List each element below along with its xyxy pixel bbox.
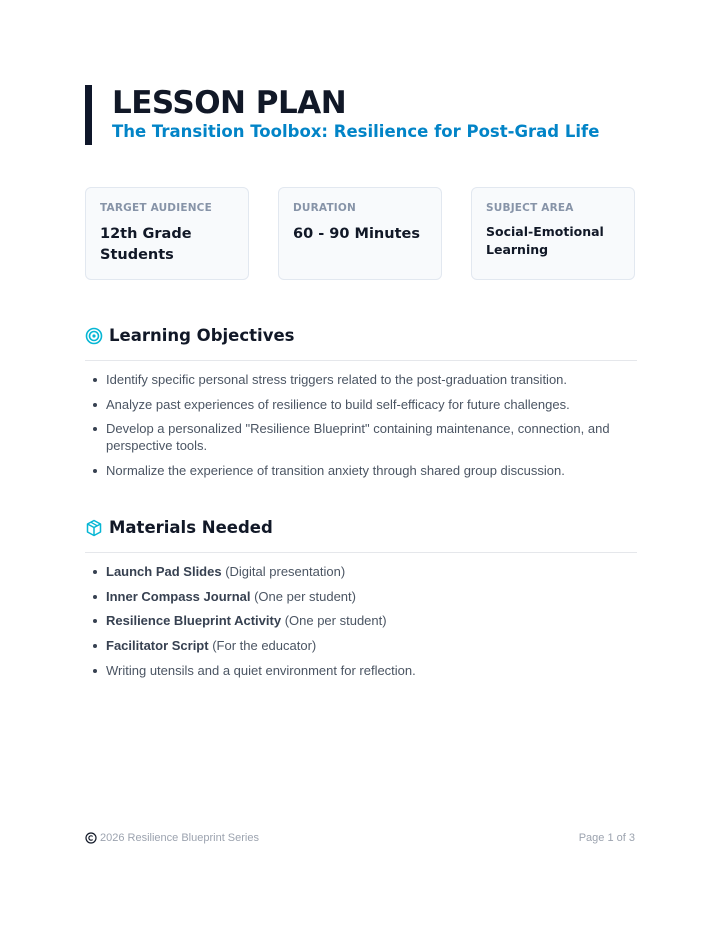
info-cards — [85, 187, 635, 280]
card-label: TARGET AUDIENCE — [100, 202, 212, 214]
objectives-heading — [85, 326, 637, 361]
list-item — [106, 662, 658, 679]
list-item: Develop a personalized "Resilience Blueprint" containing maintenance, connection, and perspective tools. — [106, 420, 658, 454]
section-title: Materials Needed — [109, 518, 273, 537]
header — [85, 85, 599, 145]
list-item — [106, 612, 658, 629]
page-subtitle: The Transition Toolbox: Resilience for Post-Grad Life — [112, 122, 600, 141]
item-name: Facilitator Script — [106, 638, 209, 654]
card-value: 12th Grade Students — [100, 226, 192, 263]
item-note: (Digital presentation) — [221, 564, 346, 579]
card-value: 60 - 90 Minutes — [293, 226, 420, 242]
target-icon — [85, 327, 103, 345]
list-item: Analyze past experiences of resilience to build self-efficacy for future challenges. — [106, 396, 658, 413]
card-subject-area — [471, 187, 635, 280]
item-note: (One per student) — [250, 588, 356, 604]
card-target-audience — [85, 187, 249, 280]
materials-list — [85, 563, 658, 686]
item-name: Inner Compass Journal — [106, 588, 251, 604]
section-title: Learning Objectives — [109, 326, 295, 345]
card-label: DURATION — [293, 202, 357, 214]
box-icon — [85, 519, 103, 537]
item-name: Launch Pad Slides — [106, 564, 222, 579]
page-number: Page 1 of 3 — [578, 832, 635, 844]
copyright-text: 2026 Resilience Blueprint Series — [100, 832, 259, 844]
item-note: (One per student) — [281, 613, 387, 629]
objectives-list — [85, 371, 658, 487]
list-item: Normalize the experience of transition anxiety through shared group discussion. — [106, 462, 658, 479]
list-item — [106, 637, 658, 654]
item-note: (For the educator) — [208, 638, 317, 654]
list-item: Identify specific personal stress triggers related to the post-graduation transition. — [106, 371, 658, 388]
list-item — [106, 588, 658, 605]
card-duration — [278, 187, 442, 280]
card-label: SUBJECT AREA — [486, 202, 574, 214]
item-name: Resilience Blueprint Activity — [106, 613, 282, 629]
footer-copyright — [85, 832, 259, 844]
materials-heading — [85, 518, 637, 553]
copyright-icon — [85, 832, 97, 844]
item-note: Writing utensils and a quiet environment for reflection. — [106, 662, 416, 678]
list-item — [106, 563, 658, 580]
card-value: Social-Emotional Learning — [486, 224, 604, 257]
page-title: LESSON PLAN — [112, 85, 347, 121]
